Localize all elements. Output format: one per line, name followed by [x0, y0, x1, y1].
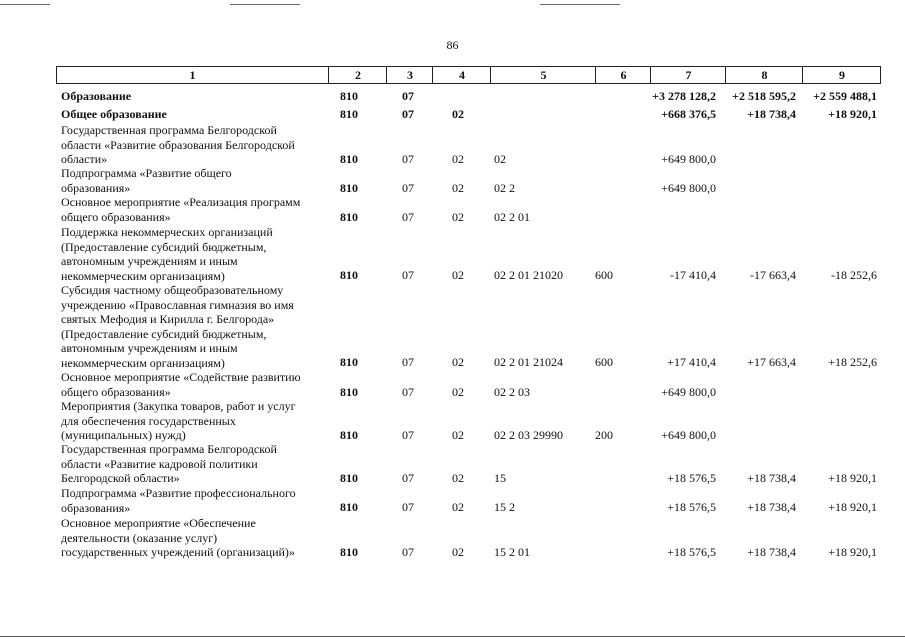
cell-col-2: 810 — [340, 471, 358, 485]
cell-col-2: 810 — [340, 181, 358, 195]
cell-col-2: 810 — [340, 428, 358, 442]
header-col-4: 4 — [432, 67, 491, 83]
cell-col-5: 15 2 — [494, 500, 515, 514]
row-name-line: Подпрограмма «Развитие профессионального — [61, 486, 296, 500]
cell-col-9: +18 920,1 — [828, 545, 877, 559]
row-name-line: автономным учреждениям и иным — [61, 341, 238, 355]
row-name — [61, 225, 314, 283]
scan-edge-top-center — [230, 4, 300, 5]
cell-col-7: +649 800,0 — [661, 181, 716, 195]
row-name-line: учреждению «Православная гимназия во имя — [61, 297, 294, 312]
cell-col-7: +3 278 128,2 — [652, 89, 716, 103]
row-name-line: Белгородской области» — [61, 471, 180, 485]
cell-col-3: 07 — [402, 181, 414, 195]
row-name-line: Мероприятия (Закупка товаров, работ и услуг — [61, 399, 296, 413]
row-name-line: Основное мероприятие «Реализация программ — [61, 195, 301, 209]
row-name-line: Основное мероприятие «Содействие развитию — [61, 370, 301, 384]
cell-col-8: +18 738,4 — [747, 107, 796, 121]
cell-col-2: 810 — [340, 152, 358, 166]
cell-col-7: +649 800,0 — [661, 385, 716, 399]
cell-col-4: 02 — [452, 210, 464, 224]
row-name-line: некоммерческим организациям) — [61, 268, 225, 283]
table-header — [56, 66, 881, 84]
row-name — [61, 89, 314, 104]
row-name-line: образования» — [61, 500, 131, 515]
cell-col-7: +668 376,5 — [661, 107, 716, 121]
cell-col-2: 810 — [340, 545, 358, 559]
cell-col-2: 810 — [340, 385, 358, 399]
cell-col-7: +649 800,0 — [661, 428, 716, 442]
row-name — [61, 123, 314, 167]
cell-col-5: 02 2 01 21020 — [494, 268, 563, 282]
cell-col-3: 07 — [402, 210, 414, 224]
row-name — [61, 370, 314, 399]
cell-col-5: 15 2 01 — [494, 545, 530, 559]
row-name-line: (муниципальных) нужд) — [61, 428, 186, 442]
row-name — [61, 399, 314, 443]
cell-col-4: 02 — [452, 355, 464, 369]
cell-col-6: 600 — [595, 355, 613, 369]
row-name-line: Основное мероприятие «Обеспечение — [61, 516, 256, 530]
cell-col-9: -18 252,6 — [831, 268, 877, 282]
cell-col-8: +18 738,4 — [747, 545, 796, 559]
cell-col-2: 810 — [340, 355, 358, 369]
row-name — [61, 283, 314, 370]
row-name-line: Государственная программа Белгородской — [61, 123, 277, 137]
scan-edge-top-left — [0, 4, 50, 5]
cell-col-7: +649 800,0 — [661, 152, 716, 166]
row-name-line: (Предоставление субсидий бюджетным, — [61, 239, 267, 254]
cell-col-9: +2 559 488,1 — [813, 89, 877, 103]
row-name-line: государственных учреждений (организаций)» — [61, 545, 295, 559]
header-col-2: 2 — [328, 67, 387, 83]
row-name — [61, 195, 314, 224]
header-col-6: 6 — [595, 67, 651, 83]
cell-col-3: 07 — [402, 428, 414, 442]
cell-col-9: +18 252,6 — [828, 355, 877, 369]
cell-col-7: +18 576,5 — [667, 500, 716, 514]
scan-edge-top-right — [540, 4, 620, 5]
cell-col-7: +17 410,4 — [667, 355, 716, 369]
cell-col-4: 02 — [452, 428, 464, 442]
row-name-line: общего образования» — [61, 209, 171, 224]
row-name — [61, 442, 314, 486]
row-name-line: (Предоставление субсидий бюджетным, — [61, 326, 267, 341]
row-name-line: Поддержка некоммерческих организаций — [61, 225, 273, 239]
cell-col-8: +18 738,4 — [747, 500, 796, 514]
cell-col-5: 02 2 — [494, 181, 515, 195]
cell-col-5: 02 2 01 21024 — [494, 355, 563, 369]
row-name-line: Государственная программа Белгородской — [61, 442, 277, 456]
cell-col-3: 07 — [402, 107, 414, 121]
cell-col-4: 02 — [452, 500, 464, 514]
row-name-line: для обеспечения государственных — [61, 413, 236, 428]
cell-col-3: 07 — [402, 355, 414, 369]
header-col-9: 9 — [802, 67, 881, 83]
cell-col-2: 810 — [340, 268, 358, 282]
cell-col-5: 02 2 01 — [494, 210, 530, 224]
cell-col-2: 810 — [340, 500, 358, 514]
cell-col-4: 02 — [452, 385, 464, 399]
row-name-line: области «Развитие образования Белгородской — [61, 137, 295, 152]
cell-col-7: -17 410,4 — [670, 268, 716, 282]
cell-col-3: 07 — [402, 471, 414, 485]
cell-col-8: +2 518 595,2 — [732, 89, 796, 103]
cell-col-7: +18 576,5 — [667, 545, 716, 559]
row-name-line: области «Развитие кадровой политики — [61, 456, 258, 471]
row-name-line: области» — [61, 152, 108, 166]
row-name-line: образования» — [61, 180, 131, 195]
header-col-3: 3 — [386, 67, 433, 83]
row-name — [61, 516, 314, 560]
row-name-line: Субсидия частному общеобразовательному — [61, 283, 284, 297]
cell-col-6: 200 — [595, 428, 613, 442]
cell-col-3: 07 — [402, 545, 414, 559]
row-name-line: автономным учреждениям и иным — [61, 254, 238, 268]
row-name-line: Подпрограмма «Развитие общего — [61, 166, 232, 180]
row-name-line: некоммерческим организациям) — [61, 355, 225, 370]
scan-edge-bottom — [0, 636, 905, 637]
cell-col-7: +18 576,5 — [667, 471, 716, 485]
row-name-line: деятельности (оказание услуг) — [61, 530, 218, 545]
row-name-line: Образование — [61, 89, 132, 103]
cell-col-3: 07 — [402, 268, 414, 282]
cell-col-3: 07 — [402, 89, 414, 103]
cell-col-4: 02 — [452, 152, 464, 166]
cell-col-8: +17 663,4 — [747, 355, 796, 369]
row-name — [61, 486, 314, 515]
cell-col-2: 810 — [340, 210, 358, 224]
cell-col-9: +18 920,1 — [828, 107, 877, 121]
page-number: 86 — [446, 38, 459, 52]
header-col-1: 1 — [189, 68, 196, 82]
cell-col-4: 02 — [452, 107, 464, 121]
cell-col-3: 07 — [402, 152, 414, 166]
cell-col-8: +18 738,4 — [747, 471, 796, 485]
cell-col-9: +18 920,1 — [828, 500, 877, 514]
cell-col-4: 02 — [452, 181, 464, 195]
cell-col-6: 600 — [595, 268, 613, 282]
row-name-line: святых Мефодия и Кирилла г. Белгорода» — [61, 312, 275, 326]
cell-col-4: 02 — [452, 471, 464, 485]
cell-col-8: -17 663,4 — [750, 268, 796, 282]
row-name — [61, 107, 314, 122]
cell-col-4: 02 — [452, 268, 464, 282]
cell-col-9: +18 920,1 — [828, 471, 877, 485]
row-name — [61, 166, 314, 195]
cell-col-3: 07 — [402, 385, 414, 399]
cell-col-2: 810 — [340, 89, 358, 103]
cell-col-5: 15 — [494, 471, 506, 485]
header-col-8: 8 — [725, 67, 803, 83]
cell-col-5: 02 — [494, 152, 506, 166]
cell-col-4: 02 — [452, 545, 464, 559]
cell-col-2: 810 — [340, 107, 358, 121]
header-col-5: 5 — [490, 67, 596, 83]
header-col-7: 7 — [650, 67, 726, 83]
cell-col-5: 02 2 03 29990 — [494, 428, 563, 442]
row-name-line: общего образования» — [61, 384, 171, 399]
row-name-line: Общее образование — [61, 107, 167, 121]
cell-col-3: 07 — [402, 500, 414, 514]
cell-col-5: 02 2 03 — [494, 385, 530, 399]
